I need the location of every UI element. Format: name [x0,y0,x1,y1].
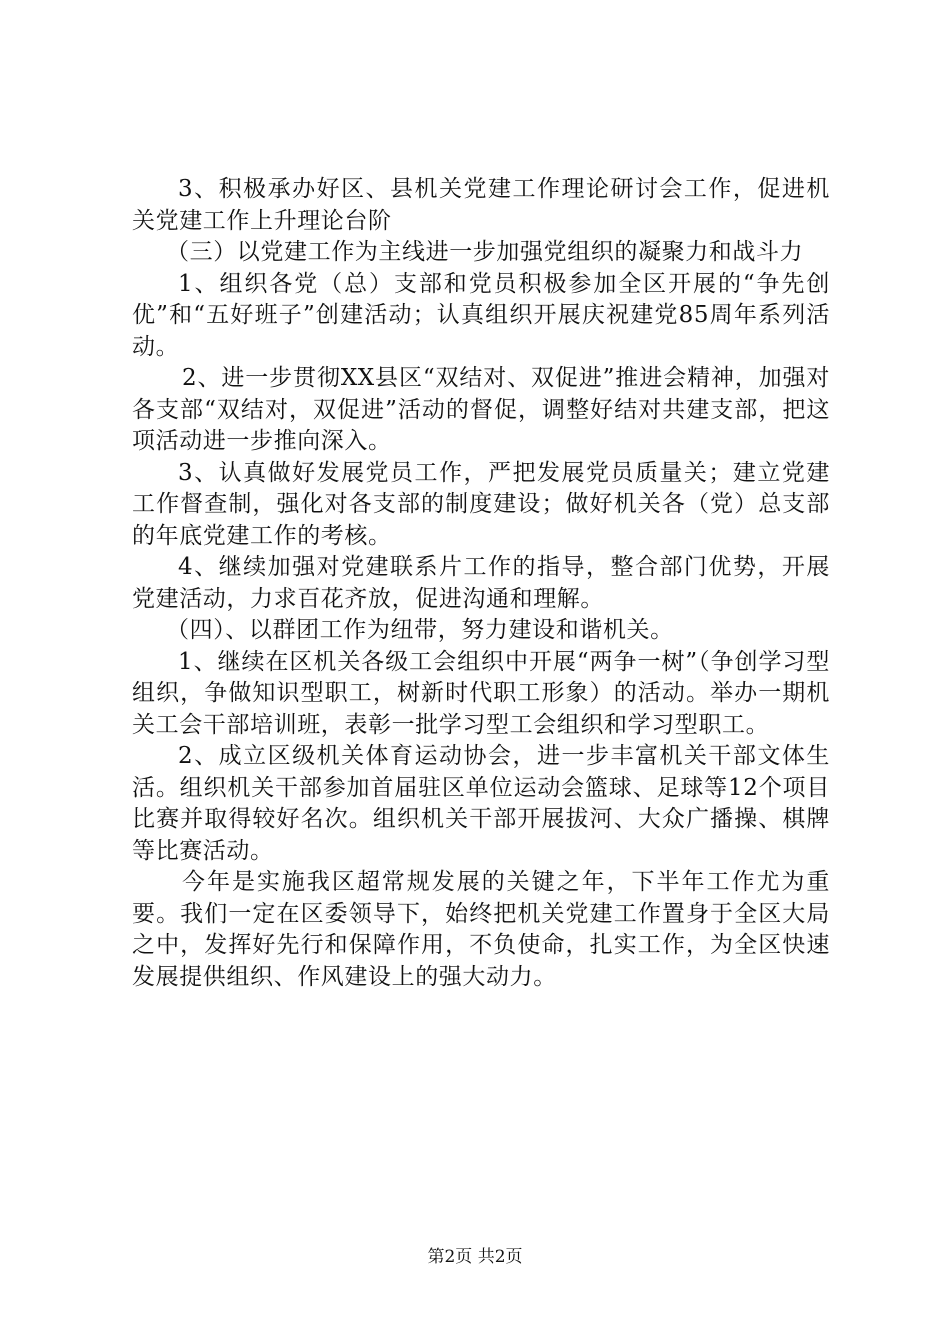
paragraph-conclusion: 今年是实施我区超常规发展的关键之年，下半年工作尤为重要。我们一定在区委领导下，始终把机关党建工作置身于全区大局之中，发挥好先行和保障作用，不负使命，扎实工作，为全区快速发展提供组织、作风建设上的强大动力。 [132,869,830,990]
paragraph-item-2-pairing: 2、进一步贯彻XX县区“双结对、双促进”推进会精神，加强对各支部“双结对，双促进”活动的督促，调整好结对共建支部，把这项活动进一步推向深入。 [132,365,830,454]
section-heading-4: （四）、以群团工作为纽带，努力建设和谐机关。 [166,617,674,643]
paragraph-item-4-liaison: 4、继续加强对党建联系片工作的指导，整合部门优势，开展党建活动，力求百花齐放，促进沟通和理解。 [132,554,830,612]
paragraph-item-2-sports: 2、成立区级机关体育运动协会，进一步丰富机关干部文体生活。组织机关干部参加首届驻区单位运动会篮球、足球等12个项目比赛并取得较好名次。组织机关干部开展拔河、大众广播操、棋牌等比赛活动。 [132,743,830,864]
paragraph-item-1-activities: 1、组织各党（总）支部和党员积极参加全区开展的“争先创优”和“五好班子”创建活动；认真组织开展庆祝建党85周年系列活动。 [132,270,830,360]
page-number-footer: 第2页 共2页 [427,1247,523,1267]
document-body [132,174,830,993]
paragraph-item-3-seminar: 3、积极承办好区、县机关党建工作理论研讨会工作，促进机关党建工作上升理论台阶 [132,176,830,234]
paragraph-item-3-members: 3、认真做好发展党员工作，严把发展党员质量关；建立党建工作督查制，强化对各支部的制度建设；做好机关各（党）总支部的年底党建工作的考核。 [132,459,830,549]
section-heading-3: （三）以党建工作为主线进一步加强党组织的凝聚力和战斗力 [166,239,804,265]
paragraph-item-1-union: 1、继续在区机关各级工会组织中开展“两争一树”（争创学习型组织，争做知识型职工，树新时代职工形象）的活动。举办一期机关工会干部培训班，表彰一批学习型工会组织和学习型职工。 [132,648,830,738]
